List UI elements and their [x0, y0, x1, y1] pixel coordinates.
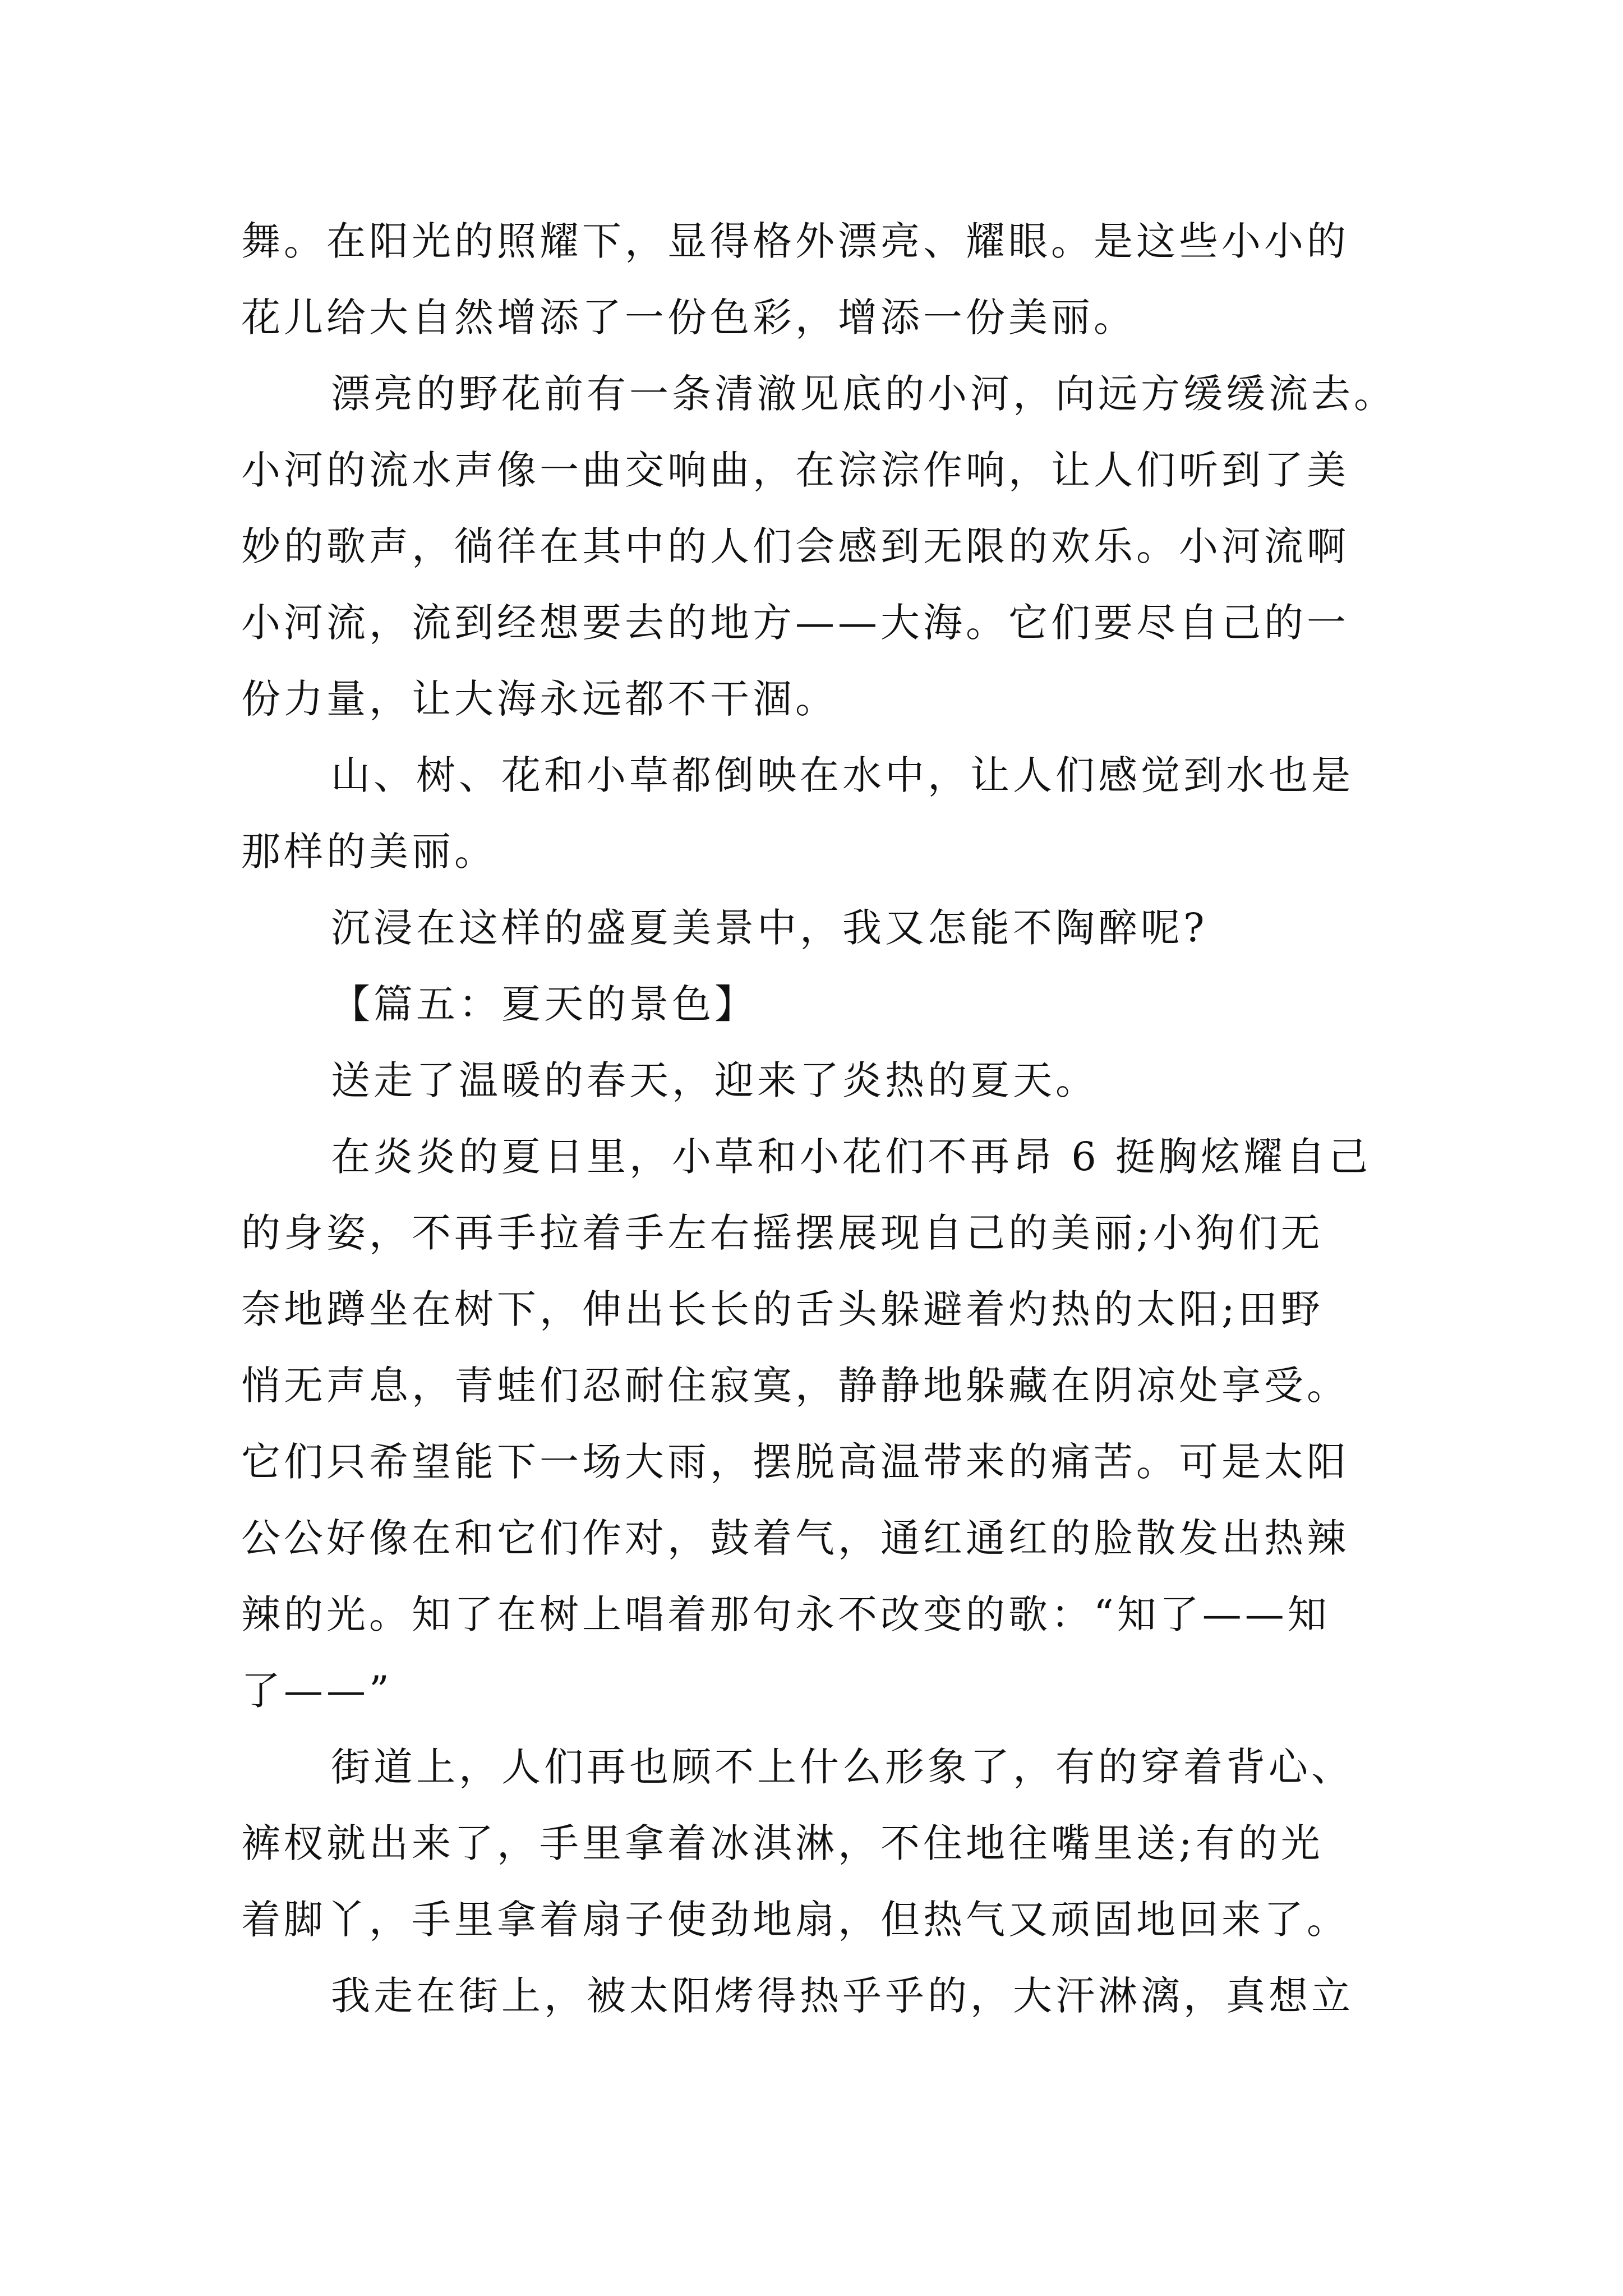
text-line: 公公好像在和它们作对，鼓着气，通红通红的脸散发出热辣	[241, 1515, 1349, 1561]
paragraph-start-line: 我走在街上，被太阳烤得热乎乎的，大汗淋漓，真想立	[331, 1973, 1354, 2019]
text-line: 的身姿，不再手拉着手左右摇摆展现自己的美丽;小狗们无	[241, 1210, 1324, 1256]
text-line: 奈地蹲坐在树下，伸出长长的舌头躲避着灼热的太阳;田野	[241, 1286, 1324, 1332]
text-line: 裤杈就出来了，手里拿着冰淇淋，不住地往嘴里送;有的光	[241, 1820, 1324, 1866]
paragraph-start-line: 漂亮的野花前有一条清澈见底的小河，向远方缓缓流去。	[331, 371, 1396, 417]
paragraph-start-line: 送走了温暖的春天，迎来了炎热的夏天。	[331, 1057, 1098, 1103]
text-line: 了——”	[241, 1668, 393, 1714]
text-line: 份力量，让大海永远都不干涸。	[241, 676, 838, 722]
text-line: 花儿给大自然增添了一份色彩，增添一份美丽。	[241, 295, 1136, 341]
text-line: 着脚丫，手里拿着扇子使劲地扇，但热气又顽固地回来了。	[241, 1897, 1349, 1943]
text-line: 小河的流水声像一曲交响曲，在淙淙作响，让人们听到了美	[241, 447, 1349, 493]
section-heading: 【篇五：夏天的景色】	[331, 981, 757, 1027]
text-line: 小河流，流到经想要去的地方——大海。它们要尽自己的一	[241, 600, 1349, 646]
text-line: 它们只希望能下一场大雨，摆脱高温带来的痛苦。可是太阳	[241, 1439, 1349, 1485]
text-line: 悄无声息，青蛙们忍耐住寂寞，静静地躲藏在阴凉处享受。	[241, 1363, 1349, 1409]
text-line: 辣的光。知了在树上唱着那句永不改变的歌：“知了——知	[241, 1591, 1330, 1637]
text-line: 舞。在阳光的照耀下，显得格外漂亮、耀眼。是这些小小的	[241, 218, 1349, 264]
text-line: 那样的美丽。	[241, 829, 497, 875]
paragraph-start-line: 在炎炎的夏日里，小草和小花们不再昂 6 挺胸炫耀自己	[331, 1134, 1372, 1180]
paragraph-start-line: 山、树、花和小草都倒映在水中，让人们感觉到水也是	[331, 752, 1354, 798]
paragraph-start-line: 街道上，人们再也顾不上什么形象了，有的穿着背心、	[331, 1744, 1354, 1790]
paragraph-start-line: 沉浸在这样的盛夏美景中，我又怎能不陶醉呢?	[331, 905, 1208, 951]
text-line: 妙的歌声，徜徉在其中的人们会感到无限的欢乐。小河流啊	[241, 523, 1349, 569]
